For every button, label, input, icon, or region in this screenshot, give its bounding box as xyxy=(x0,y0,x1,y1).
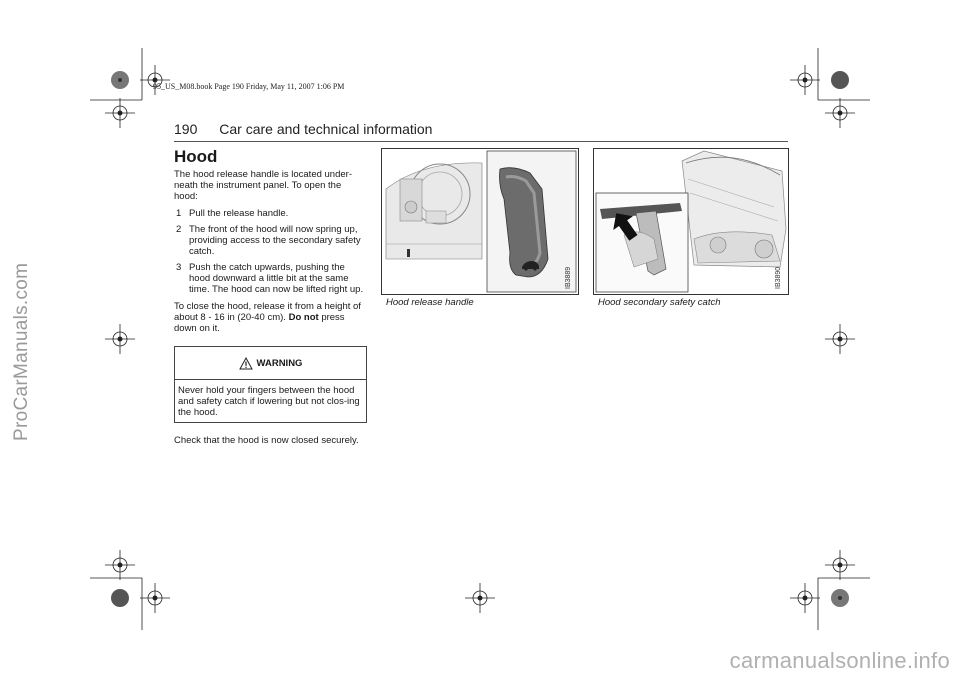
step-text: The front of the hood will now spring up, providing access to the secondary safety catch. xyxy=(189,224,361,257)
list-item xyxy=(174,224,367,257)
page-header xyxy=(174,121,432,137)
step-list xyxy=(174,208,367,295)
dashboard-illustration xyxy=(382,149,578,294)
close-text-before: To close the hood, release it from a height of about 8 - 16 in (20-40 cm). xyxy=(174,301,361,323)
close-paragraph xyxy=(174,301,367,334)
step-text: Pull the release handle. xyxy=(189,208,289,219)
warning-box xyxy=(174,346,367,423)
section-heading: Hood xyxy=(174,147,218,166)
intro-paragraph: The hood release handle is located under-neath the instrument panel. To open the hood: xyxy=(174,169,352,202)
figure-id: IB3889 xyxy=(565,266,572,289)
step-number: 1 xyxy=(176,208,182,219)
hood-section xyxy=(174,147,367,452)
warning-title: WARNING xyxy=(256,357,303,369)
warning-triangle-icon xyxy=(239,357,253,370)
hood-release-figure xyxy=(381,148,579,295)
step-number: 3 xyxy=(176,262,182,273)
car-open-hood-illustration xyxy=(594,149,788,294)
warning-header xyxy=(175,347,366,375)
header-rule xyxy=(174,141,788,142)
list-item xyxy=(174,262,367,295)
figure-caption: Hood secondary safety catch xyxy=(598,297,721,308)
final-paragraph: Check that the hood is now closed securely. xyxy=(174,435,359,446)
side-watermark: ProCarManuals.com xyxy=(11,262,32,441)
list-item xyxy=(174,208,367,219)
bottom-watermark: carmanualsonline.info xyxy=(729,648,950,673)
page-title: Car care and technical information xyxy=(219,121,433,137)
figure-id: IB3890 xyxy=(775,266,782,289)
safety-catch-figure xyxy=(593,148,789,295)
warning-text: Never hold your fingers between the hood and safety catch if lowering but not clos-ing the hood. xyxy=(178,385,360,418)
close-text-after: press down on it. xyxy=(174,312,345,334)
step-text: Push the catch upwards, pushing the hood downward a little bit at the same time. The hood can now be lifted right up. xyxy=(189,262,364,295)
figure-caption: Hood release handle xyxy=(386,297,474,308)
page-number: 190 xyxy=(174,121,198,137)
close-text-bold: Do not xyxy=(288,312,319,323)
book-info-line: 95_US_M08.book Page 190 Friday, May 11, 2007 1:06 PM xyxy=(153,82,345,91)
step-number: 2 xyxy=(176,224,182,235)
